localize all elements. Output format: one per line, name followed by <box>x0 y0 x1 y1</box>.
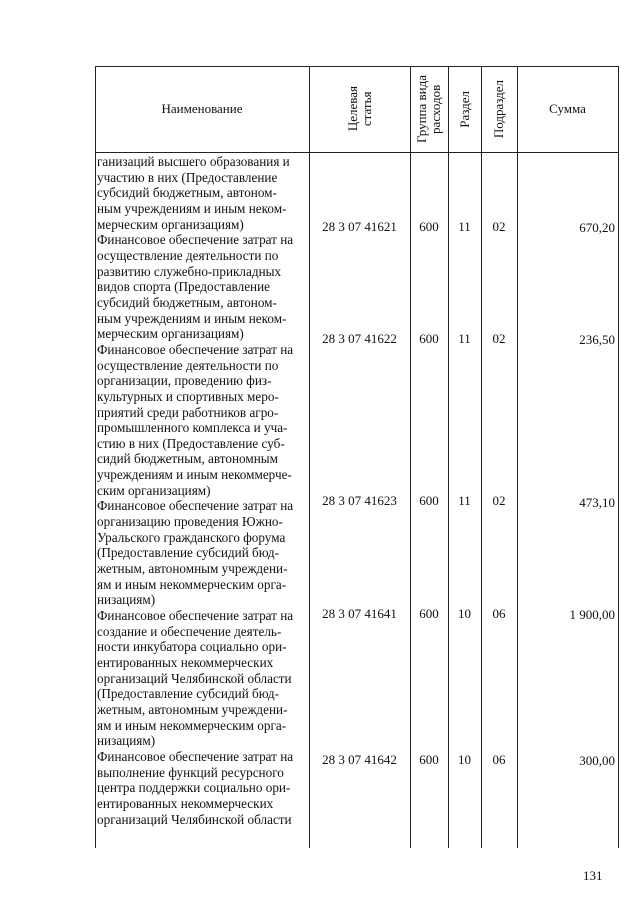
header-sum-label: Сумма <box>549 101 586 116</box>
sum-cell: 473,10 <box>579 495 615 510</box>
target-code-cell: 28 3 07 41641 <box>322 606 397 621</box>
header-target-label: Целевая статья <box>344 86 374 132</box>
name-line: жетным, автономным учреждени- <box>97 701 288 717</box>
header-name-label: Наименование <box>161 101 243 116</box>
section-cell: 11 <box>458 331 471 346</box>
name-line: ским организациям) <box>97 482 211 498</box>
name-line: Финансовое обеспечение затрат на <box>97 748 294 764</box>
name-line: Финансовое обеспечение затрат на <box>97 498 294 514</box>
col-border <box>481 66 482 848</box>
name-line: мерческим организациям) <box>97 326 244 342</box>
name-line: учреждениям и иным некоммерче- <box>97 467 292 483</box>
sum-cell: 670,20 <box>579 220 615 235</box>
header-section <box>448 66 481 152</box>
name-line: организаций Челябинской области <box>97 670 292 686</box>
name-line: развитию служебно-прикладных <box>97 263 282 279</box>
name-line: центра поддержки социально ори- <box>97 780 291 796</box>
name-line: выполнение функций ресурсного <box>97 764 284 780</box>
name-line: ным учреждениям и иным неком- <box>97 200 287 216</box>
name-line: приятий среди работников агро- <box>97 404 279 420</box>
section-cell: 11 <box>458 493 471 508</box>
header-name <box>95 66 309 152</box>
name-line: (Предоставление субсидий бюд- <box>97 545 280 561</box>
name-line: субсидий бюджетным, автоном- <box>97 185 277 201</box>
header-section-label: Раздел <box>456 90 472 128</box>
name-line: Уральского гражданского форума <box>97 529 286 545</box>
name-line: (Предоставление субсидий бюд- <box>97 686 280 702</box>
subsection-cell: 06 <box>492 752 506 767</box>
col-border <box>410 66 411 848</box>
name-line: создание и обеспечение деятель- <box>97 623 282 639</box>
name-line: ентированных некоммерческих <box>97 655 274 670</box>
name-line: Финансовое обеспечение затрат на <box>97 608 294 624</box>
name-line: жетным, автономным учреждени- <box>97 561 288 577</box>
target-code-cell: 28 3 07 41642 <box>322 752 397 767</box>
name-line: ным учреждениям и иным неком- <box>97 310 287 326</box>
section-cell: 10 <box>458 752 471 767</box>
sum-cell: 236,50 <box>579 332 615 347</box>
section-cell: 10 <box>458 606 471 621</box>
name-line: низациям) <box>97 592 156 608</box>
group-cell: 600 <box>419 331 439 346</box>
header-group-label: Группа вида расходов <box>414 75 443 143</box>
header-group <box>410 66 448 152</box>
name-line: ям и иным некоммерческим орга- <box>97 576 287 592</box>
group-cell: 600 <box>419 606 439 621</box>
section-cell: 11 <box>458 219 471 234</box>
name-line: участию в них (Предоставление <box>97 169 278 185</box>
group-cell: 600 <box>419 752 439 767</box>
col-border <box>618 66 619 848</box>
name-line: Финансовое обеспечение затрат на <box>97 232 294 248</box>
name-line: промышленного комплекса и уча- <box>97 420 288 436</box>
header-subsection <box>481 66 517 152</box>
name-column <box>95 154 308 827</box>
name-line: Финансовое обеспечение затрат на <box>97 341 294 357</box>
budget-table <box>95 66 618 848</box>
name-line: стию в них (Предоставление суб- <box>97 435 285 451</box>
col-border <box>448 66 449 848</box>
subsection-cell: 06 <box>492 606 506 621</box>
name-line: ности инкубатора социально ори- <box>97 639 287 655</box>
name-line: ганизаций высшего образования и <box>97 154 290 169</box>
target-code-cell: 28 3 07 41622 <box>322 331 397 346</box>
header-target <box>309 66 410 152</box>
header-subsection-label: Подраздел <box>491 79 506 139</box>
name-line: осуществление деятельности по <box>97 357 279 373</box>
name-line: сидий бюджетным, автономным <box>97 451 278 467</box>
name-line: ентированных некоммерческих <box>97 795 274 811</box>
sum-cell: 1 900,00 <box>569 607 615 622</box>
group-cell: 600 <box>419 493 439 508</box>
name-line: низациям) <box>97 733 156 749</box>
name-line: культурных и спортивных меро- <box>97 388 279 404</box>
header-sum <box>517 66 618 152</box>
target-code-cell: 28 3 07 41623 <box>322 493 397 508</box>
subsection-cell: 02 <box>492 219 506 234</box>
name-line: организаций Челябинской области <box>97 811 292 827</box>
name-line: организацию проведения Южно- <box>97 514 283 530</box>
group-cell: 600 <box>419 219 439 234</box>
subsection-cell: 02 <box>492 331 506 346</box>
name-line: мерческим организациям) <box>97 216 244 232</box>
name-line: видов спорта (Предоставление <box>97 279 271 295</box>
col-border <box>517 66 518 848</box>
page-number: 131 <box>583 868 603 883</box>
target-code-cell: 28 3 07 41621 <box>322 219 397 234</box>
col-border <box>309 66 310 848</box>
name-line: осуществление деятельности по <box>97 247 279 263</box>
subsection-cell: 02 <box>492 493 506 508</box>
name-line: субсидий бюджетным, автоном- <box>97 294 277 310</box>
sum-cell: 300,00 <box>579 753 615 768</box>
name-line: ям и иным некоммерческим орга- <box>97 717 287 733</box>
name-line: организации, проведению физ- <box>97 373 272 389</box>
header-bottom-border <box>95 152 618 153</box>
